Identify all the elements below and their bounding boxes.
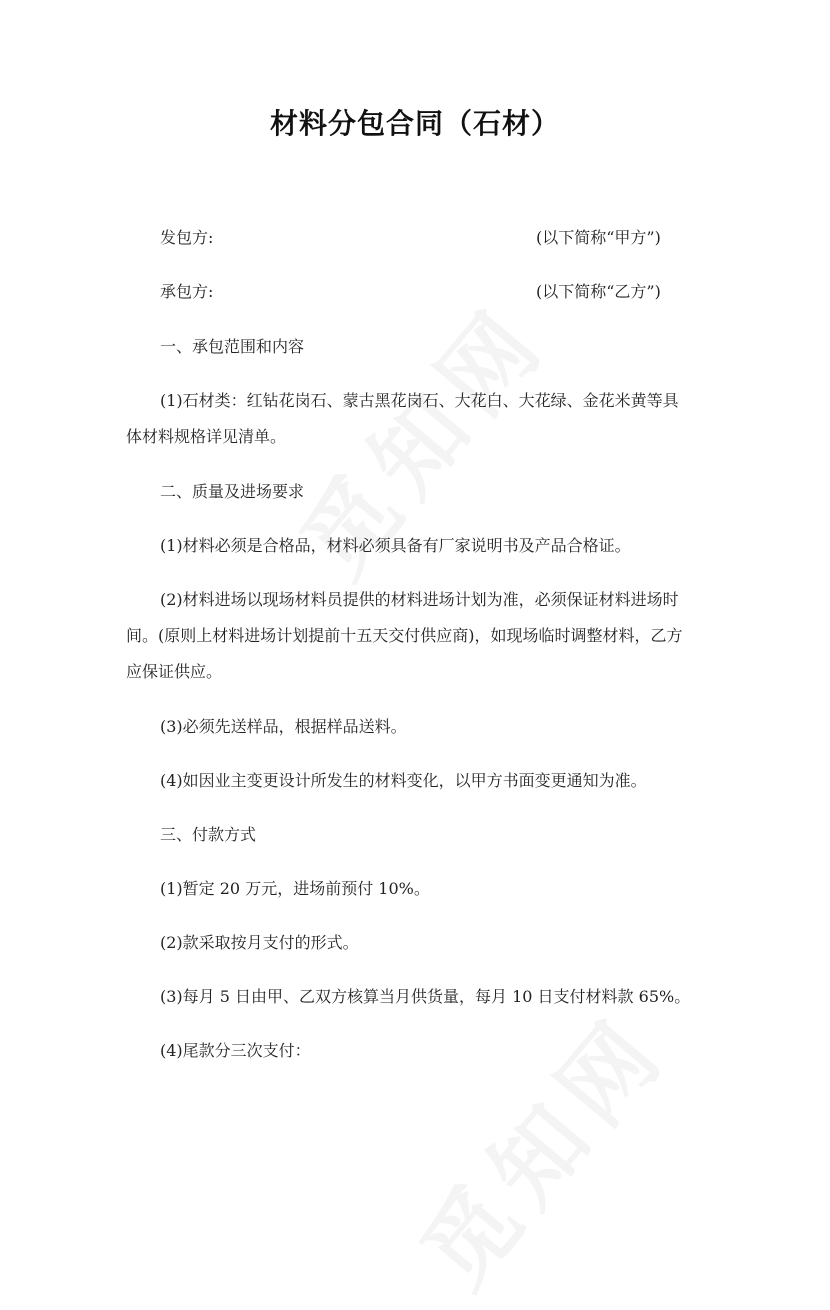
paragraph-line: (1)材料必须是合格品，材料必须具备有厂家说明书及产品合格证。 [160, 536, 631, 555]
paragraph-line: (2)材料进场以现场材料员提供的材料进场计划为准，必须保证材料进场时 [160, 590, 679, 609]
contractor-note: (以下简称“乙方”) [536, 282, 661, 301]
paragraph-line: (2)款采取按月支付的形式。 [160, 933, 359, 952]
paragraph-line: (3)必须先送样品，根据样品送料。 [160, 717, 407, 736]
paragraph-line: (1)暂定 20 万元，进场前预付 10%。 [160, 879, 430, 898]
section-heading: 二、质量及进场要求 [160, 482, 305, 501]
employer-label: 发包方: [160, 228, 214, 247]
paragraph-line: 体材料规格详见清单。 [126, 427, 287, 446]
section-heading: 一、承包范围和内容 [160, 337, 305, 356]
paragraph-line: (4)尾款分三次支付： [160, 1041, 311, 1060]
contractor-label: 承包方: [160, 282, 214, 301]
section-heading: 三、付款方式 [160, 825, 257, 844]
watermark [386, 982, 692, 1310]
document-title: 材料分包合同（石材） [269, 107, 560, 140]
paragraph-line: (1)石材类：红钻花岗石、蒙古黑花岗石、大花白、大花绿、金花米黄等具 [160, 391, 679, 410]
paragraph-line: (3)每月 5 日由甲、乙双方核算当月供货量，每月 10 日支付材料款 65%。 [160, 987, 691, 1006]
paragraph-line: (4)如因业主变更设计所发生的材料变化，以甲方书面变更通知为准。 [160, 771, 647, 790]
employer-note: (以下简称“甲方”) [536, 228, 661, 247]
paragraph-line: 间。(原则上材料进场计划提前十五天交付供应商)，如现场临时调整材料，乙方 [126, 626, 683, 645]
paragraph-line: 应保证供应。 [126, 662, 223, 681]
